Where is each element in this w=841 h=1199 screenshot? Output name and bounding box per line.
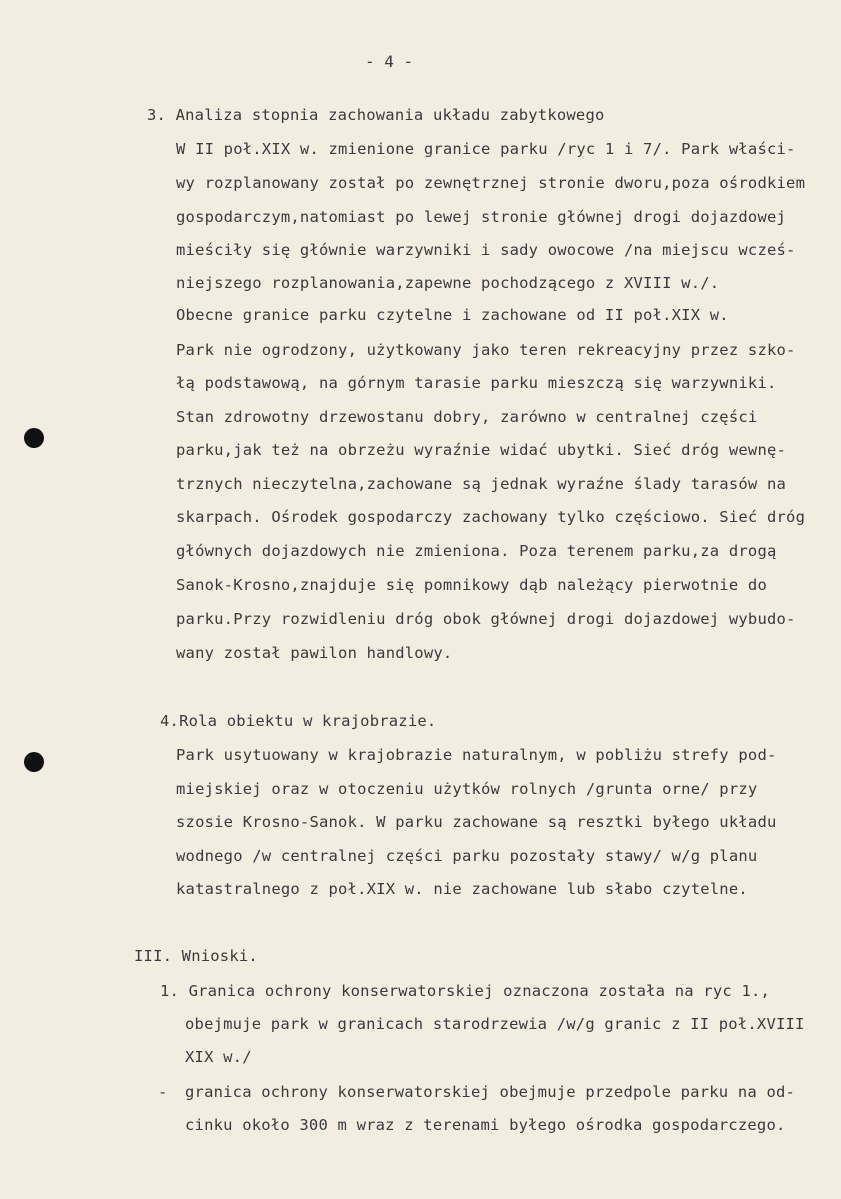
text-line: parku,jak też na obrzeżu wyraźnie widać ubytki. Sieć dróg wewnę-	[176, 441, 787, 459]
text-line: katastralnego z poł.XIX w. nie zachowane lub słabo czytelne.	[176, 880, 748, 898]
text-line: XIX w./	[185, 1048, 252, 1066]
text-line: łą podstawową, na górnym tarasie parku mieszczą się warzywniki.	[176, 374, 777, 392]
text-line: gospodarczym,natomiast po lewej stronie głównej drogi dojazdowej	[176, 208, 787, 226]
text-line: Park nie ogrodzony, użytkowany jako teren rekreacyjny przez szko-	[176, 341, 796, 359]
section-4-heading: 4.Rola obiektu w krajobrazie.	[160, 712, 437, 730]
text-line: granica ochrony konserwatorskiej obejmuje przedpole parku na od-	[185, 1083, 796, 1101]
text-line: cinku około 300 m wraz z terenami byłego ośrodka gospodarczego.	[185, 1116, 786, 1134]
text-line: miejskiej oraz w otoczeniu użytków rolnych /grunta orne/ przy	[176, 780, 758, 798]
binder-hole	[24, 752, 44, 772]
text-line: skarpach. Ośrodek gospodarczy zachowany tylko częściowo. Sieć dróg	[176, 508, 806, 526]
text-line: głównych dojazdowych nie zmieniona. Poza terenem parku,za drogą	[176, 542, 777, 560]
text-line: trznych nieczytelna,zachowane są jednak wyraźne ślady tarasów na	[176, 475, 787, 493]
text-line: wy rozplanowany został po zewnętrznej stronie dworu,poza ośrodkiem	[176, 174, 806, 192]
text-line: Stan zdrowotny drzewostanu dobry, zarówno w centralnej części	[176, 408, 758, 426]
text-line: W II poł.XIX w. zmienione granice parku /ryc 1 i 7/. Park właści-	[176, 140, 796, 158]
text-line: wany został pawilon handlowy.	[176, 644, 453, 662]
text-line: niejszego rozplanowania,zapewne pochodzącego z XVIII w./.	[176, 274, 720, 292]
conclusion-item-1: 1. Granica ochrony konserwatorskiej oznaczona została na ryc 1.,	[160, 982, 771, 1000]
text-line: wodnego /w centralnej części parku pozostały stawy/ w/g planu	[176, 847, 758, 865]
section-3-heading: 3. Analiza stopnia zachowania układu zabytkowego	[147, 106, 605, 124]
text-line: Sanok-Krosno,znajduje się pomnikowy dąb należący pierwotnie do	[176, 576, 767, 594]
text-line: Obecne granice parku czytelne i zachowane od II poł.XIX w.	[176, 306, 729, 324]
text-line: szosie Krosno-Sanok. W parku zachowane są resztki byłego układu	[176, 813, 777, 831]
section-III-heading: III. Wnioski.	[134, 947, 258, 965]
text-line: parku.Przy rozwidleniu dróg obok głównej drogi dojazdowej wybudo-	[176, 610, 796, 628]
text-line: Park usytuowany w krajobrazie naturalnym, w pobliżu strefy pod-	[176, 746, 777, 764]
text-line: mieściły się głównie warzywniki i sady owocowe /na miejscu wcześ-	[176, 241, 796, 259]
text-line: obejmuje park w granicach starodrzewia /w/g granic z II poł.XVIII	[185, 1015, 805, 1033]
binder-hole	[24, 428, 44, 448]
bullet-dash: -	[158, 1083, 168, 1101]
page-number: - 4 -	[365, 52, 414, 71]
